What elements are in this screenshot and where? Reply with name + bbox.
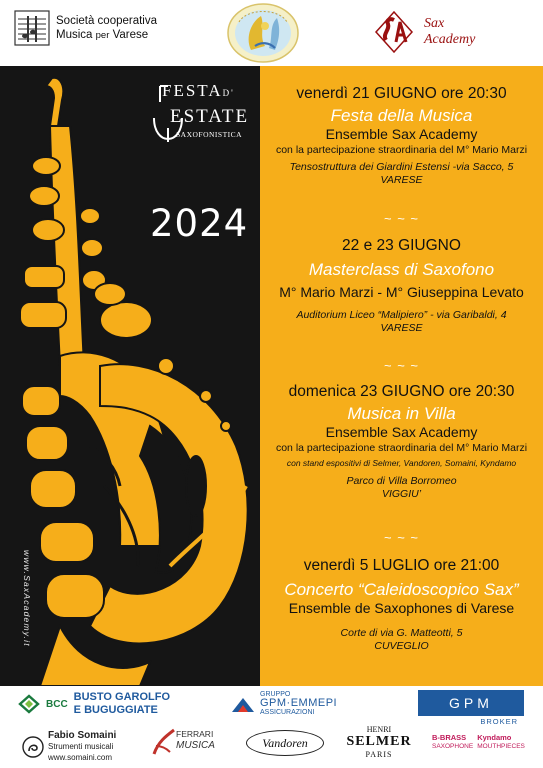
- event-venue: Corte di via G. Matteotti, 5: [340, 627, 463, 639]
- event-date: venerdì 21 GIUGNO ore 20:30: [296, 85, 507, 102]
- ferrari-musica-wordmark: [176, 729, 215, 751]
- festa-d-word: D': [222, 88, 235, 98]
- event-concerto-caleidoscopico: [260, 556, 543, 653]
- event-title: Masterclass di Saxofono: [308, 260, 495, 279]
- sax-academy-logo-icon: [372, 10, 416, 54]
- event-city: VIGGIU’: [381, 488, 422, 500]
- gpm-emmepi-group: GRUPPO: [260, 691, 291, 698]
- coop-line1: Società cooperativa: [56, 14, 158, 27]
- event-title: Concerto “Caleidoscopico Sax”: [284, 580, 519, 599]
- bbrass-wordmark: [432, 734, 473, 751]
- events-panel: [260, 66, 543, 686]
- selmer-top: HENRI: [366, 725, 392, 734]
- event-title: Festa della Musica: [330, 106, 473, 125]
- bcc-line2: E BUGUGGIATE: [73, 704, 158, 716]
- sponsors-bar: [0, 686, 543, 768]
- sponsor-gpm-emmepi: [230, 690, 337, 717]
- sax-academy-brand: [372, 10, 475, 54]
- festa-wordmark-text: [162, 82, 258, 139]
- event-performer: Ensemble Sax Academy: [325, 424, 478, 440]
- event-performer: Ensemble de Saxophones di Varese: [288, 600, 515, 616]
- separator: ~ ~ ~: [384, 358, 419, 373]
- event-date: 22 e 23 GIUGNO: [342, 237, 461, 254]
- event-date: venerdì 5 LUGLIO ore 21:00: [303, 557, 500, 574]
- coop-line2: Musica per Varese: [56, 28, 149, 41]
- ferrari-line2: MUSICA: [176, 740, 215, 751]
- somaini-sub: Strumenti musicali: [48, 742, 114, 751]
- bcc-name: [74, 691, 170, 717]
- gpm-broker-sub: BROKER: [480, 717, 518, 726]
- somaini-wordmark: [48, 730, 116, 763]
- event-masterclass: [260, 236, 543, 335]
- gpm-emmepi-wordmark: [260, 690, 337, 717]
- music-staff-logo-icon: [14, 10, 50, 46]
- selmer-name: SELMER: [346, 734, 412, 749]
- event-exhibitors: con stand espositivi di Selmer, Vandoren, Somaini, Kyndamo: [286, 458, 517, 468]
- event-venue: Tensostruttura dei Giardini Estensi -via Sacco, 5: [289, 161, 514, 173]
- sponsor-vandoren: Vandoren: [246, 730, 324, 756]
- bbrass-sub: SAXOPHONE: [432, 742, 474, 750]
- bcc-logo-icon: [18, 694, 40, 714]
- event-city: VARESE: [380, 174, 423, 186]
- event-performer: Ensemble Sax Academy: [325, 126, 478, 142]
- event-date: domenica 23 GIUGNO ore 20:30: [288, 383, 515, 400]
- selmer-bottom: PARIS: [365, 750, 393, 759]
- bbrass-name: B-BRASS: [432, 732, 467, 742]
- festa-estate-emblem-icon: [225, 2, 301, 64]
- coop-brand: [14, 10, 157, 46]
- somaini-name: Fabio Somaini: [48, 730, 117, 741]
- kyndamo-name: Kyndamo: [477, 732, 512, 742]
- ferrari-line1: FERRARI: [176, 729, 214, 739]
- poster-art-panel: [0, 66, 260, 686]
- gpm-broker-logo: [418, 690, 524, 726]
- gpm-emmepi-logo-icon: [230, 694, 256, 714]
- sponsor-somaini: [22, 730, 116, 763]
- sponsor-selmer: [346, 722, 412, 762]
- somaini-logo-icon: [22, 736, 44, 758]
- sax-academy-line2: Academy: [424, 32, 476, 47]
- event-venue: Auditorium Liceo “Malipiero” - via Garibaldi, 4: [296, 309, 507, 321]
- sponsor-bcc: [18, 691, 170, 717]
- gpm-broker-name: GPM: [449, 695, 493, 711]
- website-label: www.SaxAcademy.it: [22, 550, 32, 647]
- kyndamo-wordmark: [477, 734, 525, 751]
- sax-academy-wordmark: [424, 16, 475, 48]
- event-teachers: M° Mario Marzi - M° Giuseppina Levato: [279, 284, 524, 300]
- event-guest: con la partecipazione straordinaria del M° Mario Marzi: [275, 144, 528, 156]
- gpm-emmepi-sub: ASSICURAZIONI: [260, 709, 315, 716]
- year-label: 2024: [150, 202, 249, 245]
- saxofonistica-word: SAXOFONISTICA: [176, 130, 243, 139]
- event-guest: con la partecipazione straordinaria del M° Mario Marzi: [275, 442, 528, 454]
- gpm-emmepi-name: GPM·EMMEPI: [260, 697, 338, 709]
- event-city: VARESE: [380, 322, 423, 334]
- estate-word: ESTATE: [170, 106, 250, 127]
- event-city: CUVEGLIO: [374, 640, 429, 652]
- event-festa-della-musica: [260, 84, 543, 187]
- sponsor-bbrass-kyndamo: [432, 726, 528, 758]
- header: [0, 0, 543, 66]
- somaini-web: www.somaini.com: [48, 753, 113, 762]
- kyndamo-sub: MOUTHPIECES: [477, 742, 525, 750]
- ferrari-musica-logo-icon: [150, 726, 178, 758]
- event-musica-in-villa: [260, 382, 543, 501]
- sax-academy-line1: Sax: [424, 16, 445, 31]
- event-title: Musica in Villa: [347, 404, 456, 423]
- bcc-line1: BUSTO GAROLFO: [73, 691, 171, 703]
- coop-name: [56, 14, 157, 43]
- sponsor-gpm-broker: [418, 690, 524, 726]
- separator: ~ ~ ~: [384, 530, 419, 545]
- saxophone-illustration-icon: [0, 66, 260, 686]
- separator: ~ ~ ~: [384, 211, 419, 226]
- bcc-mark-text: BCC: [46, 698, 68, 710]
- event-venue: Parco di Villa Borromeo: [346, 475, 457, 487]
- festa-word: FESTA: [162, 81, 223, 100]
- sponsor-ferrari-musica: [150, 726, 220, 758]
